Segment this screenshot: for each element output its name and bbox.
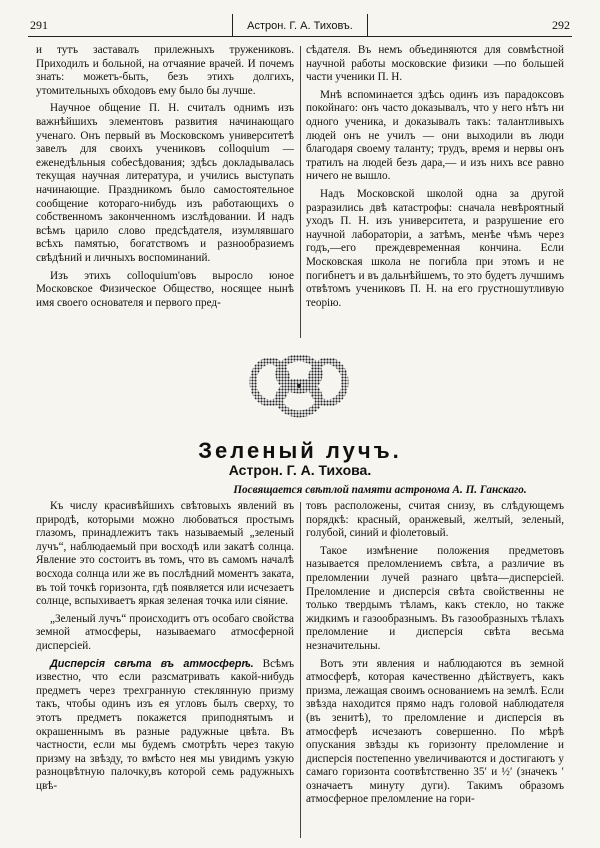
section-text: Всѣмъ известно, что если разсматривать какой-нибудь предметъ через трехгранную стеклянную призму такъ, чтобы одинъ изъ ея угловъ былъ сверху, то этотъ предметъ покажется приподнятымъ и окрашеннымъ въ разные радужные цвѣта. Въ частности, если мы будемъ смотрѣть через такую призму на звѣзду, то вмѣсто нея мы увидимъ узкую разноцвѣтную палочку,въ которой семь радужныхъ цвѣ- [36, 657, 294, 792]
article-title: Зеленый лучъ. [198, 438, 402, 463]
top-right-column [306, 44, 564, 314]
paragraph: Мнѣ вспоминается здѣсь одинъ изъ парадоксовъ покойнаго: онъ часто доказывалъ, что у него нѣтъ ни одного ученика, и доказывалъ такъ: талантливыхъ людей онъ не училъ — они выходили въ люди благодаря своему таланту; трудъ, время и нервы онъ тратилъ на людей безъ дара,— и изъ нихъ все равно ничего не вышло. [306, 88, 564, 183]
paragraph: Къ числу красивѣйшихъ свѣтовыхъ явлений въ природѣ, которыми можно любоваться простымъ глазомъ, принадлежитъ такъ называемый „зеленый лучъ“, наблюдаемый при восходѣ или закатѣ солнца. Явление это состоитъ въ томъ, что въ самомъ началѣ восхода солнца или же въ послѣдний моментъ заката, въ той точкѣ горизонта, гдѣ появляется или исчезаетъ солнце, вспыхиваетъ яркая зеленая точка или сiяние. [36, 500, 294, 608]
top-left-column [36, 44, 294, 314]
section-heading: Дисперсiя свѣта въ атмосферѣ. [50, 657, 254, 670]
running-title: Астрон. Г. А. Тиховъ. [232, 14, 368, 36]
article-dedication: Посвящается свѣтлой памяти астронома А. П. Ганскаго. [233, 484, 527, 496]
paragraph: товъ расположены, считая снизу, въ слѣдующемъ порядкѣ: красный, оранжевый, желтый, зеленый, голубой, синий и фiолетовый. [306, 500, 564, 540]
article-author: Астрон. Г. А. Тихова. [228, 462, 372, 478]
ornament-rings [248, 352, 350, 420]
paragraph: Такое измѣнение положения предметовъ называется преломлениемъ свѣта, а различие въ преломлении лучей разнаго цвѣта—дисперсiей. Преломление и дисперсiя свѣта свойственны не только твердымъ тѣламъ, какъ стекло, но также жидкимъ и газообразнымъ. Въ газообразныхъ тѣлахъ преломление и дисперсiя свѣта весьма незначительны. [306, 544, 564, 652]
column-divider-bottom [300, 502, 301, 838]
page-number-right: 292 [552, 18, 570, 32]
column-divider-top [300, 46, 301, 338]
page-number-left: 291 [30, 18, 48, 32]
bottom-right-column [306, 500, 564, 811]
paragraph: Надъ Московской школой одна за другой разразились двѣ катастрофы: сначала невѣроятный уходъ П. Н. изъ университета, и разрушение его научной лабораторiи, а затѣмъ, менѣе чѣмъ через годъ,—его преждевременная кончина. Если Московская школа не погибла при этомъ и не погибнетъ и въ дальнѣйшемъ, то это будетъ лучшимъ отвѣтомъ учениковъ П. Н. на его грустношутливую теорiю. [306, 187, 564, 309]
paragraph: сѣдателя. Въ немъ объединяются для совмѣстной научной работы московские физики —по большей части ученики П. Н. [306, 44, 564, 84]
paragraph: Изъ этихъ colloquium'овъ выросло юное Московское Физическое Общество, носящее нынѣ имя своего основателя и первого пред- [36, 269, 294, 309]
bottom-left-column [36, 500, 294, 797]
paragraph: „Зеленый лучъ“ происходитъ отъ особаго свойства земной атмосферы, называемаго атмосферной дисперсiей. [36, 612, 294, 652]
paragraph: и тутъ заставалъ прилежныхъ тружениковъ. Приходилъ и больной, на отчаяние врачей. И почемъ знать: можетъ-быть, безъ этихъ долгихъ, утомительныхъ обходовъ ему было бы лучше. [36, 44, 294, 97]
paragraph: Научное общение П. Н. считалъ однимъ изъ важнѣйшихъ элементовъ развития начинающаго ученаго. Онъ первый въ Московскомъ университетѣ завелъ для своихъ учениковъ colloquium — еженедѣльныя собесѣдования; здѣсь докладывалась текущая научная литература, и учились выступать начинающие. Праздникомъ было самостоятельное сообщение котораго-нибудь изъ работающихъ о собственномъ законченномъ изслѣдовании. И надъ всѣмъ царило слово предсѣдателя, изумлявшаго всѣхъ памятью, богатствомъ и разнообразиемъ свѣдѣний и личныхъ воспоминаний. [36, 102, 294, 264]
running-head [28, 14, 572, 37]
paragraph: Вотъ эти явления и наблюдаются въ земной атмосферѣ, которая качественно дѣйствуетъ, какъ призма, лежащая своимъ основаниемъ на землѣ. Если звѣзда находится прямо надъ головой наблюдателя (въ зенитѣ), то преломление и дисперсiя въ атмосферѣ исчезаютъ совершенно. По мѣрѣ опускания звѣзды къ горизонту преломление и дисперсiя постепенно увеличиваются и достигаютъ у самаго горизонта соотвѣтственно 35′ и ½′ (значекъ ′ означаетъ минуту дуги). Такимъ образомъ атмосферное преломление на гори- [306, 657, 564, 806]
ornament-center-dot [297, 384, 301, 388]
paragraph [36, 658, 294, 794]
